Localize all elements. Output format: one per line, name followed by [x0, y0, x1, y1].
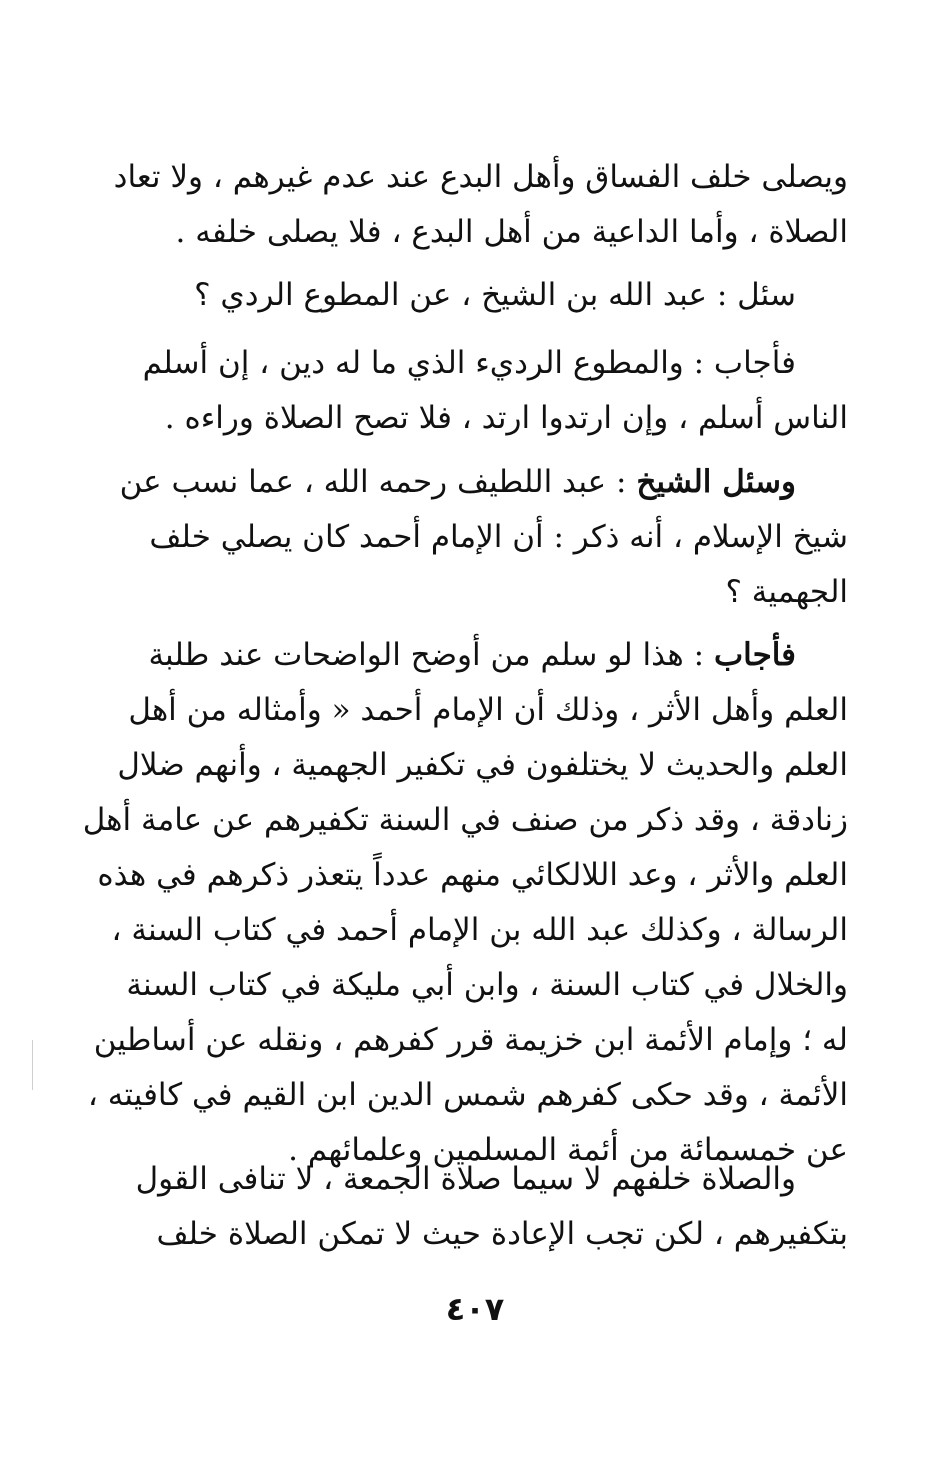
paragraph-3: [108, 336, 848, 446]
paragraph-4: [108, 455, 848, 620]
margin-mark: [32, 1040, 33, 1090]
paragraph-line: زنادقة ، وقد ذكر من صنف في السنة تكفيرهم عن عامة أهل: [82, 802, 848, 838]
paragraph-2: [108, 268, 848, 323]
paragraph-line: الصلاة ، وأما الداعية من أهل البدع ، فلا يصلى خلفه .: [175, 214, 848, 250]
paragraph-line: الأئمة ، وقد حكى كفرهم شمس الدين ابن القيم في كافيته ،: [87, 1077, 848, 1113]
paragraph-line: العلم والحديث لا يختلفون في تكفير الجهمية ، وأنهم ضلال: [117, 747, 848, 783]
paragraph-line-rest: : هذا لو سلم من أوضح الواضحات عند طلبة: [148, 637, 714, 673]
paragraph-6: [108, 1152, 848, 1262]
paragraph-1: [108, 150, 848, 260]
paragraph-line: الرسالة ، وكذلك عبد الله بن الإمام أحمد في كتاب السنة ،: [111, 912, 848, 948]
paragraph-line: العلم والأثر ، وعد اللالكائي منهم عدداً يتعذر ذكرهم في هذه: [97, 857, 848, 893]
paragraph-lead: فأجاب: [713, 637, 796, 673]
paragraph-line: سئل : عبد الله بن الشيخ ، عن المطوع الردي ؟: [194, 277, 796, 313]
page-number: ٤٠٧: [445, 1290, 505, 1328]
paragraph-5: [82, 628, 848, 1178]
paragraph-line: والصلاة خلفهم لا سيما صلاة الجمعة ، لا تنافى القول: [135, 1161, 796, 1197]
paragraph-line: شيخ الإسلام ، أنه ذكر : أن الإمام أحمد كان يصلي خلف: [149, 519, 848, 555]
paragraph-line: عن خمسمائة من أئمة المسلمين وعلمائهم .: [288, 1132, 848, 1168]
paragraph-line: الناس أسلم ، وإن ارتدوا ارتد ، فلا تصح الصلاة وراءه .: [164, 400, 848, 436]
paragraph-line: الجهمية ؟: [725, 574, 848, 610]
paragraph-line: العلم وأهل الأثر ، وذلك أن الإمام أحمد « وأمثاله من أهل: [128, 692, 848, 728]
paragraph-line: [108, 628, 848, 683]
paragraph-line: فأجاب : والمطوع الرديء الذي ما له دين ، إن أسلم: [142, 345, 796, 381]
paragraph-line: ويصلى خلف الفساق وأهل البدع عند عدم غيرهم ، ولا تعاد: [113, 159, 848, 195]
paragraph-line: والخلال في كتاب السنة ، وابن أبي مليكة في كتاب السنة: [126, 967, 848, 1003]
paragraph-line-rest: : عبد اللطيف رحمه الله ، عما نسب عن: [119, 464, 637, 500]
paragraph-line: بتكفيرهم ، لكن تجب الإعادة حيث لا تمكن الصلاة خلف: [156, 1216, 848, 1252]
paragraph-line: له ؛ وإمام الأئمة ابن خزيمة قرر كفرهم ، ونقله عن أساطين: [93, 1022, 848, 1058]
paragraph-line: [108, 455, 848, 510]
paragraph-lead: وسئل الشيخ: [636, 464, 796, 500]
